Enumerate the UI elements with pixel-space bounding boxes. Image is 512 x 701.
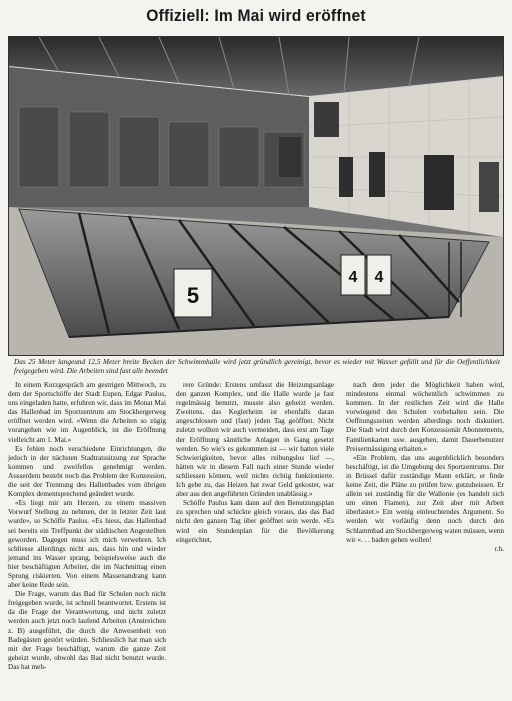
paragraph: nach dem jeder die Möglichkeit haben wird, mindestens einmal wöchentlich schwimmen zu kommen. In der restlichen Zeit wird die Halle vorwiegend den Schulen vorbehalten sein. Die Oeffnungszeiten werden allerdings noch diskutiert. Die Stadt wird durch den Konzessionär Abonnements, Familienkarten usw. ausgeben, damit Dauerbenutzer Preisermässigung erhalten.» — [346, 381, 504, 453]
paragraph: rere Gründe: Erstens umfasst die Heizungsanlage den ganzen Komplex, und die Halle wurde ja fast regelmässig benutzt, musste also geheizt werden. Zweitens, das Keglerheim ist ebenfalls daran angeschlossen und (fast) jeden Tag geöffnet. Nicht zuletzt wollten wir auch vermeiden, dass erst am Tage der Eröffnung sämtliche Anlagen in Gang gesetzt werden. So wie's es gekommen ist — wir hatten viele Schwierigkeiten, bevor alles reibungslos lief —, hätten wir in diesem Fall nach einer Stunde wieder schliessen können, weil nichts richtig funktionierte. Ich gebe zu, das Heizen hat zwar Geld gekostet, war aber aus den angeführten Gründen unablässig.» — [176, 381, 334, 499]
article-column-3 — [346, 381, 504, 554]
starting-block-5 — [174, 269, 212, 317]
article-body — [8, 381, 504, 697]
svg-text:4: 4 — [374, 269, 384, 286]
author-signature: r.h. — [494, 544, 504, 553]
headline: Offiziell: Im Mai wird eröffnet — [146, 6, 366, 25]
paragraph: Schöffe Paulus kam dann auf den Benutzungsplan zu sprechen und schickte gleich voraus, das das Bad nicht den ganzen Tag über geöffnet sein werde. «Es wird ein Stundenplan für die Bevölkerung eingerichtet, — [176, 499, 334, 544]
article-column-2 — [176, 381, 334, 545]
svg-text:4: 4 — [348, 269, 358, 286]
photo-caption: Das 25 Meter langeund 12,5 Meter breite Becken der Schwimmhalle wird jetzt gründlich gereinigt, bevor es wieder mit Wasser gefüllt und für die Oeffentlichkeit freigegeben wird. Die Arbeiten sind fast alle beendet — [14, 357, 500, 375]
pool-photo — [8, 36, 504, 356]
paragraph: Es fehlen noch verschiedene Einrichtungen, die jedoch in der nächsten Stadtratssitzung zur Sprache kommen und zweifellos genehmigt werden. Ausserdem besteht noch das Problem der Konzession, die seit der Trennung des Hallenbades vom übrigen Komplex dementsprechend geändert wurde. — [8, 444, 166, 499]
article-column-1 — [8, 381, 166, 672]
paragraph: «Es liegt mir am Herzen, zu einem massiven Vorwurf Stellung zu nehmen, der in letzter Zeit laut wurde», so Schöffe Paulus. «Es hiess, das Hallenbad sei bereits ein Treffpunkt der städtischen Angestellten geworden. Dagegen muss ich mich verwehren. Ich schliesse allerdings nicht aus, dass hin und wieder jemand ins Wasser sprang, beispielsweise auch die hier beschäftigten Arbeiter, die im Nachmittag einen Sprung riskierten. Von einem Massenandrang kann aber keine Rede sein. — [8, 499, 166, 590]
paragraph: «Ein Problem, das uns augenblicklich besonders beschäftigt, ist die Umgebung des Sportzentrums. Der in Brüssel dafür zuständige Mann erklärt, er finde keine Zeit, die Pläne zu prüfen bzw. gutzuheissen. Er allein sei zuständig für die Wallonie (es handelt sich um einen Flamen), zur Zeit aber mit Arbeit überlastet.» Ein wenig einleuchtendes Argument. So werden wir vorläufig denn noch durch den Schlammbad am Stockbergerweg waten müssen, wenn wir «. . . baden gehen wollen! — [346, 453, 504, 544]
svg-text:5: 5 — [186, 283, 200, 308]
paragraph: In einem Kurzgespräch am gestrigen Mittwoch, zu dem der Sportschöffe der Stadt Eupen, Edgar Paulus, uns eingeladen hatte, erfuhren wir, dass im Monat Mai das Hallenbad im Sportzentrum am Stockbergerweg eröffnet werden wird. «Wenn die Arbeiten so zügig vorangehen wie im Augenblick, ist die Eröffnung vielleicht am 1. Mai.» — [8, 381, 166, 444]
paragraph: Die Frage, warum das Bad für Schulen noch nicht freigegeben wurde, ist schnell beantwortet. Erstens ist da die Frage der Verantwortung, und nicht zuletzt werden auch jetzt noch laufend Arbeiten (Anstreichen z. B) ausgeführt, die durch die Anwesenheit von Badegästen gestört würden. Schliesslich hat man sich mit der Frage beschäftigt, warum die ganze Zeit geheizt wurde, obwohl das Bad nicht benutzt wurde. Das hat meh- — [8, 590, 166, 671]
